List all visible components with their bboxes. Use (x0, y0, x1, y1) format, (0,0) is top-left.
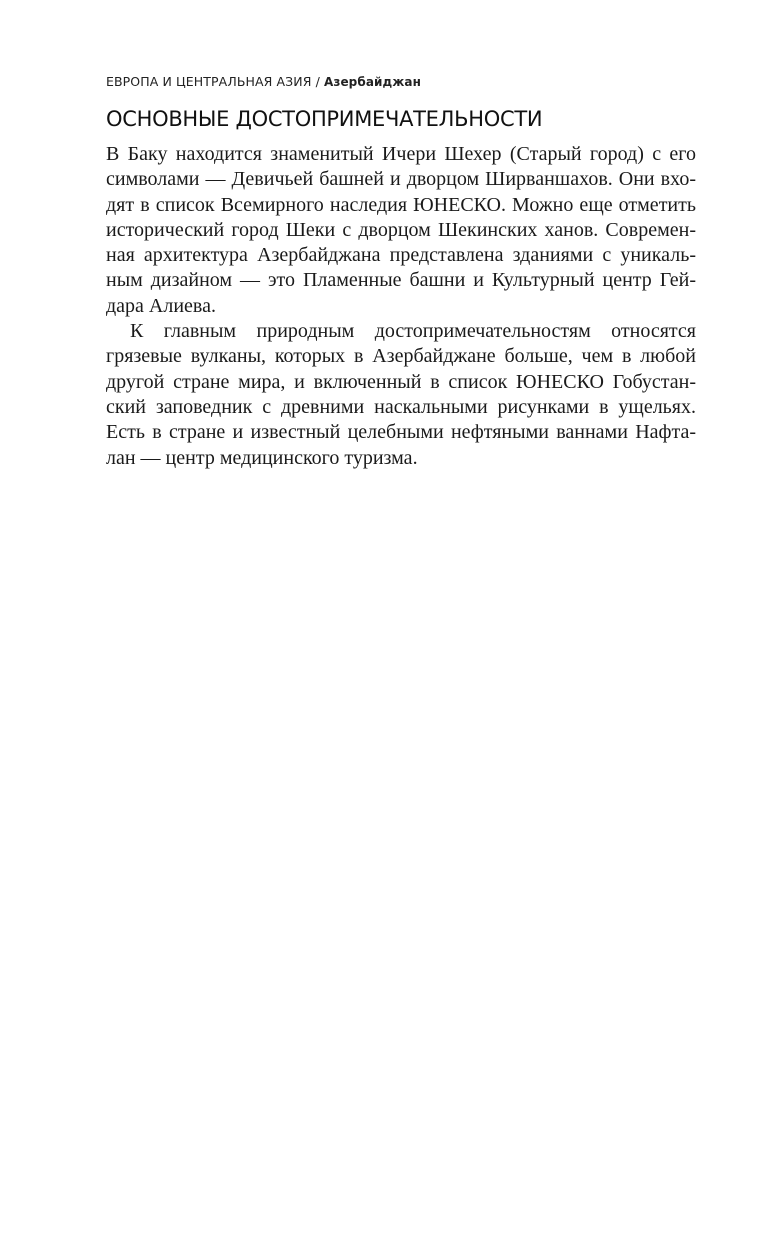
text-line: другой стране мира, и включенный в список ЮНЕСКО Гобустан- (106, 370, 696, 393)
section-title: ОСНОВНЫЕ ДОСТОПРИМЕЧАТЕЛЬНОСТИ (106, 107, 543, 131)
running-head-separator: / (315, 74, 320, 89)
text-line: ная архитектура Азербайджана представлена зданиями с уникаль- (106, 244, 696, 267)
running-head-section: ЕВРОПА И ЦЕНТРАЛЬНАЯ АЗИЯ (106, 74, 312, 89)
text-line: ным дизайном — это Пламенные башни и Культурный центр Гей- (106, 269, 696, 292)
text-line: дят в список Всемирного наследия ЮНЕСКО. Можно еще отметить (106, 193, 696, 216)
paragraph-1 (106, 142, 696, 319)
text-line: ский заповедник с древними наскальными рисунками в ущельях. (106, 395, 696, 418)
running-head-country: Азербайджан (323, 75, 421, 89)
text-line: исторический город Шеки с дворцом Шекинских ханов. Современ- (106, 218, 696, 241)
text-line: В Баку находится знаменитый Ичери Шехер (Старый город) с его (106, 143, 696, 165)
text-line: символами — Девичьей башней и дворцом Ширваншахов. Они вхо- (106, 168, 696, 191)
text-line: грязевые вулканы, которых в Азербайджане больше, чем в любой (106, 345, 696, 368)
text-line: К главным природным достопримечательностям относятся (130, 320, 696, 343)
body-text (106, 142, 696, 471)
running-head (106, 74, 421, 89)
text-line: дара Алиева. (106, 294, 216, 317)
text-line: Есть в стране и известный целебными нефтяными ваннами Нафта- (106, 421, 696, 444)
paragraph-2 (106, 319, 696, 471)
text-line: лан — центр медицинского туризма. (106, 446, 418, 469)
